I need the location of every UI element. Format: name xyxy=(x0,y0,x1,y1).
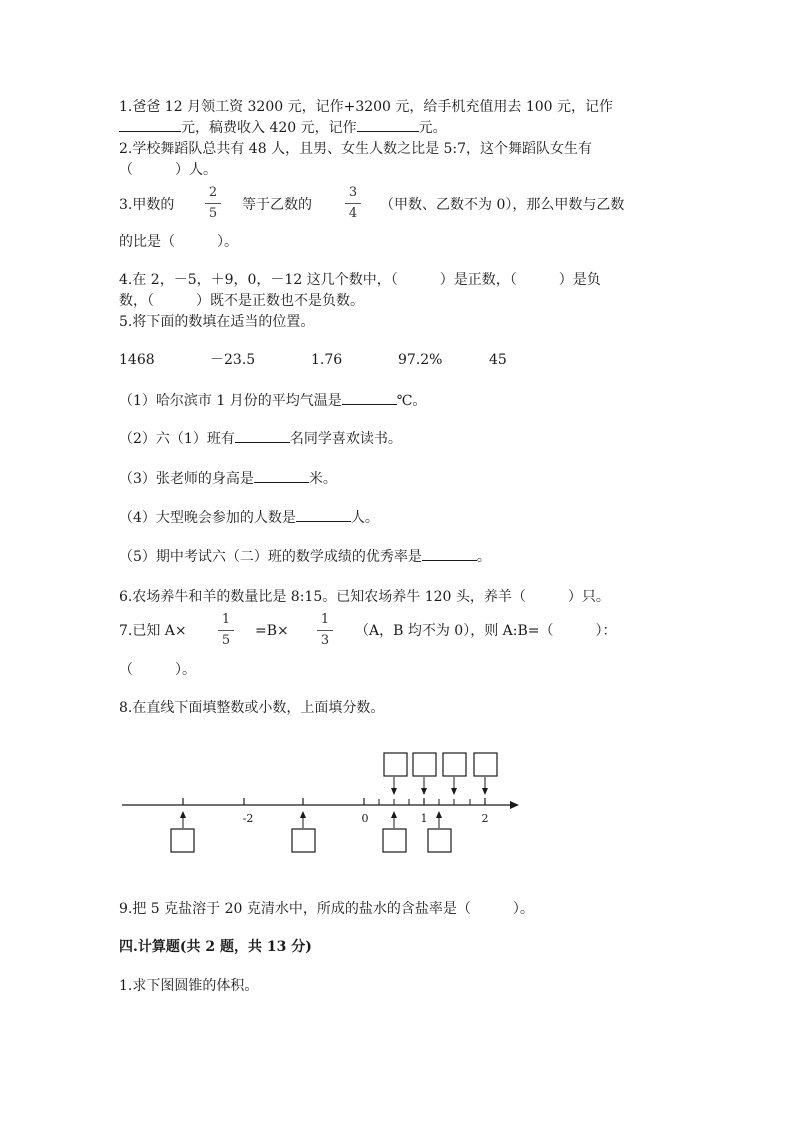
q8-title: 8.在直线下面填整数或小数，上面填分数。 xyxy=(119,700,385,716)
q1-line1: 1.爸爸 12 月领工资 3200 元，记作+3200 元，给手机充值用去 100 元，记作 xyxy=(119,99,614,115)
q5-title: 5.将下面的数填在适当的位置。 xyxy=(119,314,315,330)
up-arrow-icon xyxy=(391,811,397,818)
tick-label-0: 0 xyxy=(361,812,369,825)
q5-item-4-unit: 人。 xyxy=(350,510,379,526)
tick-label-1: 1 xyxy=(420,812,428,825)
q7-frac1-denominator: 5 xyxy=(221,633,231,648)
down-arrow-icon xyxy=(451,788,457,795)
answer-box-top-3[interactable] xyxy=(443,753,466,776)
q5-item-5-text: （5）期中考试六（二）班的数学成绩的优秀率是 xyxy=(119,549,422,565)
q7-frac2-numerator: 1 xyxy=(320,612,330,627)
up-arrow-icon xyxy=(436,811,442,818)
q3-frac1-numerator: 2 xyxy=(208,185,218,200)
tick-label-2: 2 xyxy=(481,812,489,825)
q3-suffix: （甲数、乙数不为 0），那么甲数与乙数 xyxy=(380,197,625,213)
q3-prefix: 3.甲数的 xyxy=(119,197,175,213)
q5-number-5: 45 xyxy=(489,352,507,368)
q7-frac1-numerator: 1 xyxy=(221,612,231,627)
down-arrow-icon xyxy=(482,788,488,795)
q3-frac2-denominator: 4 xyxy=(348,206,358,221)
q5-number-1: 1468 xyxy=(119,352,155,368)
q3-frac1-denominator: 5 xyxy=(208,206,218,221)
q5-number-2: －23.5 xyxy=(210,352,256,368)
q1-text-2b: 元。 xyxy=(418,120,447,136)
q3-frac2-numerator: 3 xyxy=(348,185,358,200)
q7-mid: =B× xyxy=(255,623,289,639)
q7-suffix: （A，B 均不为 0），则 A:B=（ ）： xyxy=(355,623,617,639)
q5-item-1-unit: ℃。 xyxy=(396,393,427,409)
q6-line1: 6.农场养牛和羊的数量比是 8:15。已知农场养牛 120 头，养羊（ ）只。 xyxy=(119,589,610,605)
answer-box-top-2[interactable] xyxy=(413,753,436,776)
answer-box-bottom-2[interactable] xyxy=(292,829,315,852)
answer-box-bottom-1[interactable] xyxy=(171,829,194,852)
section-4-heading: 四.计算题(共 2 题，共 13 分) xyxy=(119,939,312,955)
answer-box-top-4[interactable] xyxy=(474,753,497,776)
answer-box-bottom-3[interactable] xyxy=(383,829,406,852)
answer-box-top-1[interactable] xyxy=(384,753,407,776)
q5-item-2-unit: 名同学喜欢读书。 xyxy=(289,431,402,447)
tick-label-neg2: -2 xyxy=(242,812,254,825)
answer-box-bottom-4[interactable] xyxy=(428,829,451,852)
q4-line1: 4.在 2，－5，＋9，0，－12 这几个数中，（ ）是正数，（ ）是负 xyxy=(119,272,601,288)
q5-item-1-text: （1）哈尔滨市 1 月份的平均气温是 xyxy=(119,393,342,409)
down-arrow-icon xyxy=(391,788,397,795)
up-arrow-icon xyxy=(300,811,306,818)
q5-item-3-unit: 米。 xyxy=(308,471,337,487)
q5-item-5-unit: 。 xyxy=(476,549,491,565)
q5-item-4-text: （4）大型晚会参加的人数是 xyxy=(119,510,296,526)
q7-frac2-denominator: 3 xyxy=(320,633,330,648)
q5-number-4: 97.2% xyxy=(398,352,443,368)
q2-line2: （ ）人。 xyxy=(119,162,217,178)
axis-arrow-icon xyxy=(510,801,519,809)
q5-number-3: 1.76 xyxy=(311,352,343,368)
q4-line2: 数，（ ）既不是正数也不是负数。 xyxy=(119,293,364,309)
q3-line2: 的比是（ ）。 xyxy=(119,234,238,250)
q5-item-2-text: （2）六（1）班有 xyxy=(119,431,235,447)
q2-line1: 2.学校舞蹈队总共有 48 人，且男、女生人数之比是 5:7，这个舞蹈队女生有 xyxy=(119,141,593,157)
q5-item-3-text: （3）张老师的身高是 xyxy=(119,471,254,487)
down-arrow-icon xyxy=(421,788,427,795)
s4-q1-line1: 1.求下图圆锥的体积。 xyxy=(119,978,259,994)
q9-line1: 9.把 5 克盐溶于 20 克清水中，所成的盐水的含盐率是（ ）。 xyxy=(119,901,534,917)
q7-prefix: 7.已知 A× xyxy=(119,623,187,639)
q3-mid: 等于乙数的 xyxy=(242,197,312,213)
up-arrow-icon xyxy=(180,811,186,818)
q1-text-2a: 元，稿费收入 420 元，记作 xyxy=(181,120,357,136)
q7-line2: （ ）。 xyxy=(119,662,196,678)
